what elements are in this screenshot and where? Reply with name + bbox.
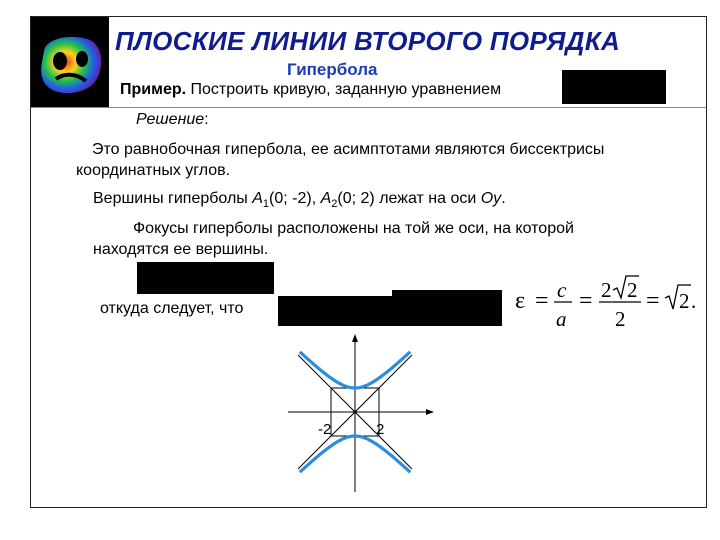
redacted-formula-3 [392, 290, 502, 326]
formula-period: . [691, 289, 697, 313]
equals-sign-2: = [579, 288, 593, 314]
vertex-a2-letter: A [320, 190, 332, 207]
equals-sign-3: = [646, 288, 660, 314]
example-label: Пример. [120, 81, 187, 98]
torus-logo-icon [36, 31, 106, 97]
solution-heading [136, 109, 209, 130]
equals-sign-1: = [535, 288, 549, 314]
paragraph-foci: Фокусы гиперболы расположены на той же оси, на которой находятся ее вершины. [93, 220, 574, 258]
epsilon-symbol: ε [515, 288, 526, 314]
example-text: Построить кривую, заданную уравнением [186, 81, 502, 98]
fraction-c: c [557, 278, 567, 302]
vertex-a2-coords: (0; 2) лежат на оси [337, 190, 481, 207]
fraction-a: a [556, 307, 567, 331]
redacted-formula-1 [137, 262, 274, 294]
header-divider [31, 107, 706, 108]
redacted-equation [562, 70, 666, 104]
vertex-a1-letter: A [252, 190, 263, 207]
eccentricity-formula [505, 268, 695, 338]
example-line [120, 81, 501, 99]
result-radicand: 2 [679, 289, 690, 313]
hyperbola-graph [270, 332, 440, 498]
redacted-formula-2 [278, 296, 394, 326]
page-title: ПЛОСКИЕ ЛИНИИ ВТОРОГО ПОРЯДКА [115, 26, 621, 56]
paragraph-vertices [93, 188, 506, 215]
numerator-coef: 2 [601, 278, 612, 302]
numerator-radicand: 2 [627, 278, 638, 302]
x-axis-arrow [426, 409, 434, 415]
vertices-end: . [501, 190, 506, 207]
subtitle: Гипербола [287, 60, 378, 79]
vertices-prefix: Вершины гиперболы [93, 190, 253, 207]
paragraph-conclusion: откуда следует, что [100, 300, 244, 317]
axis-name: Oy [480, 190, 502, 207]
vertex-a1-coords: (0; -2), [269, 190, 321, 207]
solution-colon: : [204, 111, 209, 128]
paragraph-asymptotes: Это равнобочная гипербола, ее асимптотами являются биссектрисы координатных углов. [76, 141, 605, 179]
vertex-a2-sub: 2 [331, 198, 338, 211]
solution-label: Решение [136, 111, 205, 128]
y-axis-arrow [352, 334, 358, 342]
tick-label-right: 2 [376, 421, 385, 438]
tick-label-left: -2 [318, 421, 332, 438]
vertex-a1-sub: 1 [262, 198, 270, 211]
denominator: 2 [615, 307, 626, 331]
